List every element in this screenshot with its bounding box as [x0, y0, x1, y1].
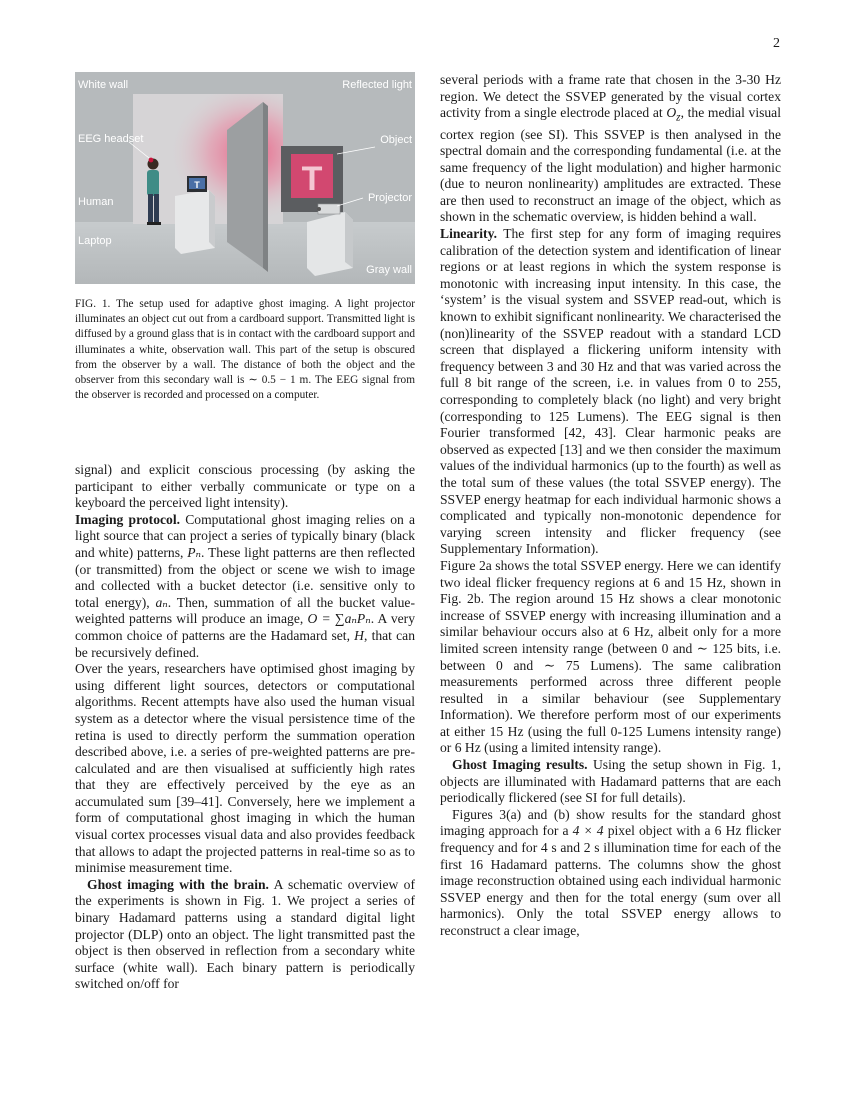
section-heading: Ghost Imaging results.: [452, 757, 588, 773]
paragraph: Figures 3(a) and (b) show results for the standard ghost imaging approach for a 4 × 4 pixel object with a 6 Hz flicker frequency and for 4 s and 2 s illumination time for each of the first 16 Hadamard patterns. The columns show the ghost image reconstruction obtained using each individual harmonic SSVEP energy and then for the total energy (sum over all harmonics). Only the total SSVEP energy allows to reconstruct a clear image,: [440, 806, 781, 938]
label-projector: Projector: [367, 192, 412, 204]
object-letter: T: [301, 160, 323, 198]
math-inline: H: [354, 627, 364, 643]
paragraph-ghost-results: Ghost Imaging results. Using the setup shown in Fig. 1, objects are illuminated with Hadamard patterns that are each periodically flickered (see SI for full details).: [440, 757, 781, 806]
math-inline: O = ∑aₙPₙ: [307, 611, 371, 627]
page-number: 2: [773, 36, 780, 51]
paragraph: Figure 2a shows the total SSVEP energy. Here we can identify two ideal flicker frequency regions at 6 and 15 Hz, shown in Fig. 2b. The region around 15 Hz shows a clear monotonic increase of SSVEP energy with increasing illumination and a similar behaviour occurs also at 6 Hz, albeit only for a more limited screen intensity range (between 0 and ∼ 125 bits, i.e. between 0 and ∼ 75 Lumens). The same calibration measurements performed across three different people resulted in a similar behaviour (see Supplementary Information). We therefore perform most of our experiments at either 15 Hz (using the full 0-125 Lumens intensity range) or 6 Hz (using a limited intensity range).: [440, 557, 781, 756]
label-gray-wall: Gray wall: [366, 264, 412, 276]
setup-illustration: [75, 72, 415, 284]
section-heading: Linearity.: [440, 226, 498, 242]
paragraph: signal) and explicit conscious processing (by asking the participant to either verbally communicate or type on a keyboard the perceived light intensity).: [75, 462, 415, 511]
label-reflected-light: Reflected light: [342, 79, 412, 91]
math-inline: Pₙ: [187, 544, 202, 560]
label-eeg-headset: EEG headset: [78, 133, 144, 145]
laptop-screen-letter: T: [194, 180, 200, 190]
label-white-wall: White wall: [78, 79, 129, 91]
right-column: [440, 72, 781, 940]
eeg-headset-marker: [149, 158, 154, 163]
paragraph-imaging-protocol: Imaging protocol. Computational ghost imaging relies on a light source that can project a series of typically binary (black and white) patterns, Pₙ. These light patterns are then reflected (or transmitted) from the object or scene we wish to image and collected with a bucket detector (i.e. sensitive only to total energy), aₙ. Then, summation of all the bucket value-weighted patterns will produce an image, O = ∑aₙPₙ. A very common choice of patterns are the Hadamard set, H, that can be recursively defined.: [75, 511, 416, 660]
math-inline: aₙ: [155, 594, 168, 610]
gray-wall-edge: [263, 102, 268, 272]
math-inline: O: [666, 105, 677, 121]
left-column: [75, 462, 415, 993]
caption-text: FIG. 1. The setup used for adaptive ghost imaging. A light projector illuminates an object cut out from a cardboard support. Transmitted light is diffused by a ground glass that is in contact with the cardboard support and illuminates a white, observation wall. This part of the setup is obscured from the observer by a wall. The distance of both the object and the observer from this secondary wall is ∼ 0.5 − 1 m. The EEG signal from the observer is recorded and processed on a computer.: [75, 298, 415, 402]
paragraph-linearity: Linearity. The first step for any form of imaging requires calibration of the detection system and identification of linear regions or at least regions in which the system response is monotonic with increasing input intensity. In this case, the ‘system’ is the visual system and SSVEP read-out, which is known to exhibit significant nonlinearity. We characterised the (non)linearity of the SSVEP readout with a standard LCD screen that displayed a flickering uniform intensity with frequency between 3 and 30 Hz and that was varied across the full 8 bit range of the screen, i.e. in values from 0 to 255, corresponding to completely black (no light) and very bright (corresponding to 125 Lumens). The EEG signal is then Fourier transformed [42, 43]. Clear harmonic peaks are observed as expected [13] and we then consider the maximum values of the individual harmonics (up to the fourth) as well as the total sum of these values (the total SSVEP energy). The SSVEP energy heatmap for each individual harmonic shows a complicated and typically non-monotonic dependence for varying screen intensity and flicker frequency (see Supplementary Information).: [440, 226, 781, 557]
label-object: Object: [380, 134, 412, 146]
math-subscript: z: [676, 111, 681, 124]
figure-caption: [75, 297, 415, 403]
figure-1: [75, 72, 415, 284]
math-inline: 4 × 4: [572, 823, 604, 839]
paragraph: several periods with a frame rate that chosen in the 3-30 Hz region. We detect the SSVEP generated by the visual cortex activity from a single electrode placed at $O_z$, the medial visual cortex region (see SI). This SSVEP is then analysed in the spectral domain and the corresponding fundamental (i.e. at the same frequency of the light modulation) and higher harmonic (due to neuron nonlinearity) amplitudes are extracted. These are then used to reconstruct an image of the object, which as shown in the schematic overview, is hidden behind a wall.: [440, 72, 781, 225]
projector: [318, 204, 340, 214]
section-heading: Imaging protocol.: [75, 511, 181, 527]
paragraph: Over the years, researchers have optimised ghost imaging by using different light sources, detectors or computational algorithms. Recent attempts have also used the human visual system as a detector where the visual persistence time of the retina is used to directly perform the summation operation described above, i.e. a series of pre-weighted patterns are pre-calculated and are then visualised at sufficiently high rates that they are effectively perceived by the eye as an accumulated sum [39–41]. Conversely, here we implement a form of computational ghost imaging in which the human visual cortex processes visual data and also provides feedback that allows to adapt the projected patterns in real-time so as to minimise measurement time.: [75, 661, 415, 876]
section-heading: Ghost imaging with the brain.: [87, 876, 269, 892]
label-laptop: Laptop: [78, 235, 112, 247]
paragraph-ghost-brain: Ghost imaging with the brain. A schematic overview of the experiments is shown in Fig. 1. We project a series of binary Hadamard patterns using a standard digital light projector (DLP) onto an object. The light transmitted past the object is then observed in reflection from a secondary white surface (white wall). Each binary pattern is periodically switched on/off for: [75, 876, 415, 992]
label-human: Human: [78, 196, 114, 208]
gray-wall: [227, 102, 263, 268]
